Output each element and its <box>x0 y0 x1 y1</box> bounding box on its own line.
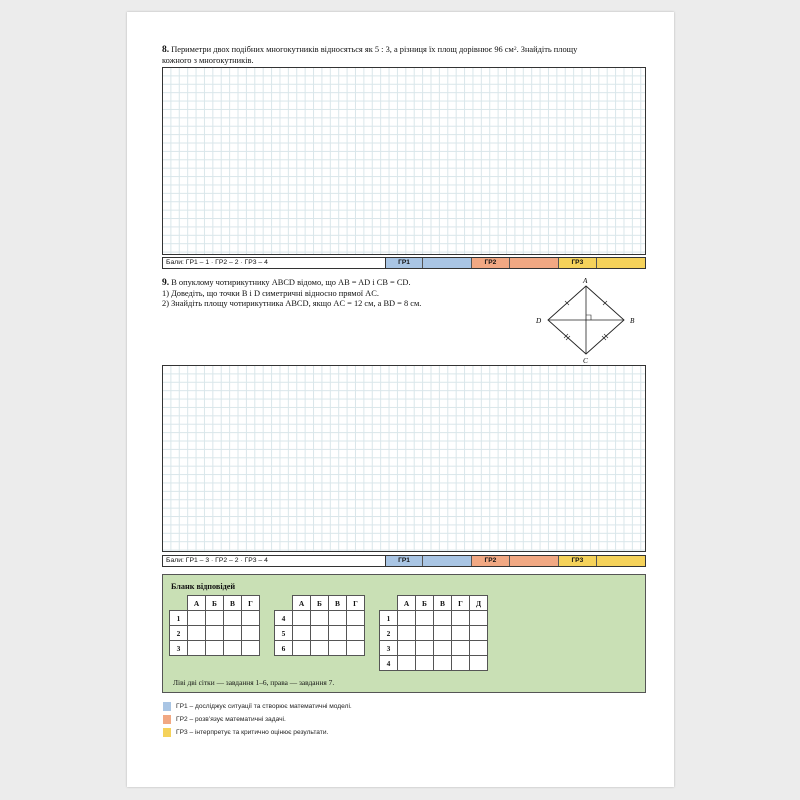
answer-cell[interactable] <box>416 626 434 641</box>
row-header: 4 <box>275 611 293 626</box>
answer-cell[interactable] <box>347 611 365 626</box>
legend-gr3 <box>163 728 328 737</box>
legend-gr1-text: ГР1 – досліджує ситуації та створює математичні моделі. <box>176 703 352 710</box>
answer-grid-3 <box>379 595 488 671</box>
answer-cell[interactable] <box>242 611 260 626</box>
answer-grid-2 <box>274 595 365 656</box>
row-header: 3 <box>170 641 188 656</box>
answer-cell[interactable] <box>293 626 311 641</box>
answer-cell[interactable] <box>398 641 416 656</box>
gr3-label: ГР3 <box>559 556 597 566</box>
col-header: Б <box>206 596 224 611</box>
task-8-text <box>162 45 652 66</box>
legend-gr2 <box>163 715 286 724</box>
task-9-number: 9. <box>162 278 170 288</box>
row-header: 6 <box>275 641 293 656</box>
answer-grid-1 <box>169 595 260 656</box>
col-header: Б <box>311 596 329 611</box>
answer-cell[interactable] <box>311 641 329 656</box>
col-header: Д <box>470 596 488 611</box>
answer-cell[interactable] <box>416 611 434 626</box>
row-header: 2 <box>170 626 188 641</box>
answer-cell[interactable] <box>329 626 347 641</box>
answer-cell[interactable] <box>434 656 452 671</box>
answer-cell[interactable] <box>311 626 329 641</box>
answer-cell[interactable] <box>347 626 365 641</box>
col-header: В <box>224 596 242 611</box>
answer-cell[interactable] <box>416 656 434 671</box>
col-header: В <box>434 596 452 611</box>
gr1-score-cell[interactable] <box>423 258 472 268</box>
grid-corner <box>275 596 293 611</box>
task-9-line1: В опуклому чотирикутнику ABCD відомо, що AB = AD і CB = CD. <box>171 278 411 287</box>
row-header: 1 <box>380 611 398 626</box>
gr3-swatch <box>163 728 171 737</box>
gr1-swatch <box>163 702 171 711</box>
answer-cell[interactable] <box>398 611 416 626</box>
answer-cell[interactable] <box>434 626 452 641</box>
answer-cell[interactable] <box>188 626 206 641</box>
answer-cell[interactable] <box>347 641 365 656</box>
gr1-score-cell[interactable] <box>423 556 472 566</box>
task-8-sup: 2 <box>513 46 517 52</box>
task-8-answer-grid[interactable] <box>162 67 646 255</box>
row-header: 2 <box>380 626 398 641</box>
vertex-c-label: C <box>583 357 588 364</box>
task-8-points: Бали: ГР1 – 1 · ГР2 – 2 · ГР3 – 4 <box>163 258 386 268</box>
answer-cell[interactable] <box>452 641 470 656</box>
answer-cell[interactable] <box>470 611 488 626</box>
task-9-line2: 1) Доведіть, що точки B і D симетричні відносно прямої AC. <box>162 288 379 298</box>
col-header: В <box>329 596 347 611</box>
answer-cell[interactable] <box>398 656 416 671</box>
answer-sheet-note: Ліві дві сітки — завдання 1–6, права — завдання 7. <box>173 678 335 687</box>
answer-sheet <box>162 574 646 693</box>
answer-cell[interactable] <box>206 626 224 641</box>
grid-corner <box>380 596 398 611</box>
answer-cell[interactable] <box>470 641 488 656</box>
task-8-score-bar <box>162 257 646 269</box>
answer-cell[interactable] <box>329 641 347 656</box>
gr2-score-cell[interactable] <box>510 556 559 566</box>
task-8-line1-end: . Знайдіть площу <box>516 45 578 54</box>
answer-cell[interactable] <box>452 656 470 671</box>
row-header: 4 <box>380 656 398 671</box>
legend-gr2-text: ГР2 – розв’язує математичні задачі. <box>176 716 286 723</box>
row-header: 3 <box>380 641 398 656</box>
kite-figure <box>532 274 642 364</box>
gr2-swatch <box>163 715 171 724</box>
gr3-score-cell[interactable] <box>597 556 645 566</box>
answer-cell[interactable] <box>416 641 434 656</box>
task-9-answer-grid[interactable] <box>162 365 646 552</box>
worksheet-page <box>127 12 674 787</box>
legend-gr3-text: ГР3 – інтерпретує та критично оцінює результати. <box>176 729 329 736</box>
answer-cell[interactable] <box>293 641 311 656</box>
vertex-a-label: A <box>583 277 588 285</box>
answer-cell[interactable] <box>470 626 488 641</box>
gr1-label: ГР1 <box>386 258 423 268</box>
col-header: Б <box>416 596 434 611</box>
answer-cell[interactable] <box>311 611 329 626</box>
col-header: Г <box>452 596 470 611</box>
answer-cell[interactable] <box>224 611 242 626</box>
col-header: Г <box>242 596 260 611</box>
answer-cell[interactable] <box>224 626 242 641</box>
gr1-label: ГР1 <box>386 556 423 566</box>
gr3-score-cell[interactable] <box>597 258 645 268</box>
answer-cell[interactable] <box>452 611 470 626</box>
answer-cell[interactable] <box>224 641 242 656</box>
gr2-score-cell[interactable] <box>510 258 559 268</box>
grid-corner <box>170 596 188 611</box>
task-8-line2: кожного з многокутників. <box>162 55 254 65</box>
answer-cell[interactable] <box>293 611 311 626</box>
task-8-line1: Периметри двох подібних многокутників відносяться як 5 : 3, а різниця їх площ дорівнює 96 см <box>171 45 514 54</box>
task-9-points: Бали: ГР1 – 3 · ГР2 – 2 · ГР3 – 4 <box>163 556 386 566</box>
answer-cell[interactable] <box>434 641 452 656</box>
task-9-text <box>162 278 532 310</box>
gr3-label: ГР3 <box>559 258 597 268</box>
legend-gr1 <box>163 702 352 711</box>
answer-cell[interactable] <box>434 611 452 626</box>
row-header: 5 <box>275 626 293 641</box>
gr2-label: ГР2 <box>472 258 510 268</box>
task-9-score-bar <box>162 555 646 567</box>
answer-cell[interactable] <box>329 611 347 626</box>
task-8-number: 8. <box>162 45 170 55</box>
answer-cell[interactable] <box>398 626 416 641</box>
gr2-label: ГР2 <box>472 556 510 566</box>
answer-sheet-title: Бланк відповідей <box>171 582 236 591</box>
answer-cell[interactable] <box>242 626 260 641</box>
answer-cell[interactable] <box>470 656 488 671</box>
row-header: 1 <box>170 611 188 626</box>
col-header: Г <box>347 596 365 611</box>
answer-cell[interactable] <box>188 611 206 626</box>
answer-cell[interactable] <box>452 626 470 641</box>
vertex-d-label: D <box>536 317 542 325</box>
answer-cell[interactable] <box>188 641 206 656</box>
col-header: А <box>398 596 416 611</box>
answer-cell[interactable] <box>206 611 224 626</box>
col-header: А <box>188 596 206 611</box>
col-header: А <box>293 596 311 611</box>
answer-cell[interactable] <box>206 641 224 656</box>
vertex-b-label: B <box>630 317 635 325</box>
answer-cell[interactable] <box>242 641 260 656</box>
task-9-line3: 2) Знайдіть площу чотирикутника ABCD, якщо AC = 12 см, а BD = 8 см. <box>162 299 422 308</box>
